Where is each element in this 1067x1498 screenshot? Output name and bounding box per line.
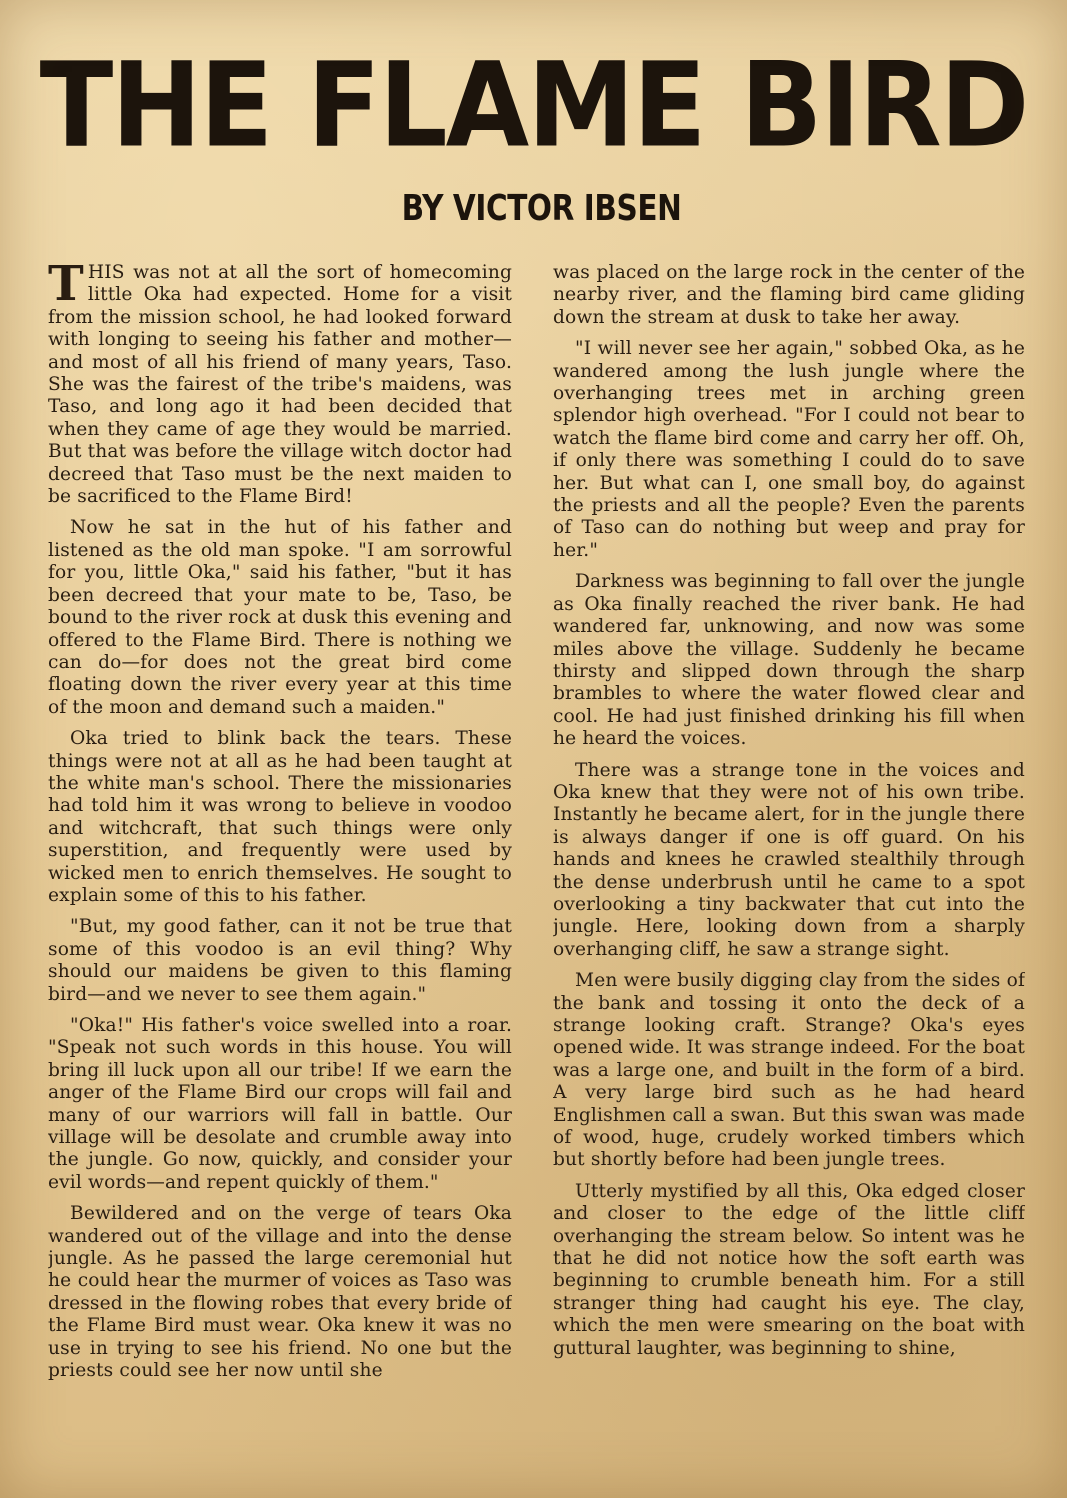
paragraph: Darkness was beginning to fall over the jungle as Oka finally reached the river bank. He had wandered far, unknowing, and now was some miles above the village. Suddenly he became thirsty and slipped down through the sharp brambles to where the water flowed clear and cool. He had just finished drinking his fill when he heard the voices. bbox=[553, 571, 1025, 750]
paragraph: "Oka!" His father's voice swelled into a roar. "Speak not such words in this house. You will bring ill luck upon all our tribe! If we earn the anger of the Flame Bird our crops will fail and many of our warriors will fall in battle. Our village will be desolate and crumble away into the jungle. Go now, quickly, and consider your evil words—and repent quickly of them." bbox=[48, 1015, 512, 1193]
paragraph-text: HIS was not at all the sort of homecoming little Oka had expected. Home for a visit from the mission school, he had looked forward with longing to seeing his father and mother—and most of all his friend of many years, Taso. She was the fairest of the tribe's maidens, was Taso, and long ago it had been decided that when they came of age they would be married. But that was before the village witch doctor had decreed that Taso must be the next maiden to be sacrificed to the Flame Bird! bbox=[48, 262, 512, 508]
story-title: THE FLAME BIRD bbox=[39, 38, 1028, 174]
paragraph: Utterly mystified by all this, Oka edged closer and closer to the edge of the little cliff overhanging the stream below. So intent was he that he did not notice how the soft earth was beginning to crumble beneath him. For a still stranger thing had caught his eye. The clay, which the men were smearing on the boat with guttural laughter, was beginning to shine, bbox=[553, 1180, 1025, 1359]
right-column bbox=[553, 262, 1025, 1452]
paragraph bbox=[48, 262, 512, 508]
left-column bbox=[48, 262, 512, 1452]
paragraph: Bewildered and on the verge of tears Oka wandered out of the village and into the dense jungle. As he passed the large ceremonial hut he could hear the murmer of voices as Taso was dressed in the flowing robes that every bride of the Flame Bird must wear. Oka knew it was no use in trying to see his friend. No one but the priests could see her now until she bbox=[48, 1203, 512, 1382]
paragraph: "But, my good father, can it not be true that some of this voodoo is an evil thing? Why should our maidens be given to this flaming bird—and we never to see them again." bbox=[48, 916, 512, 1005]
paragraph: There was a strange tone in the voices and Oka knew that they were not of his own tribe. Instantly he became alert, for in the jungle there is always danger if one is off guard. On his hands and knees he crawled stealthily through the dense underbrush until he came to a spot overlooking a tiny backwater that cut into the jungle. Here, looking down from a sharply overhanging cliff, he saw a strange sight. bbox=[553, 759, 1025, 960]
paragraph: Men were busily digging clay from the sides of the bank and tossing it onto the deck of a strange looking craft. Strange? Oka's eyes opened wide. It was strange indeed. For the boat was a large one, and built in the form of a bird. A very large bird such as he had heard Englishmen call a swan. But this swan was made of wood, huge, crudely worked timbers which but shortly before had been jungle trees. bbox=[553, 970, 1025, 1171]
author-byline: BY VICTOR IBSEN bbox=[401, 188, 682, 229]
paragraph: Now he sat in the hut of his father and listened as the old man spoke. "I am sorrowful for you, little Oka," said his father, "but it has been decreed that your mate to be, Taso, be bound to the river rock at dusk this evening and offered to the Flame Bird. There is nothing we can do—for does not the great bird come floating down the river every year at this time of the moon and demand such a maiden." bbox=[48, 517, 512, 718]
paragraph: Oka tried to blink back the tears. These things were not at all as he had been taught at the white man's school. There the missionaries had told him it was wrong to believe in voodoo and witchcraft, that such things were only superstition, and frequently were used by wicked men to enrich themselves. He sought to explain some of this to his father. bbox=[48, 728, 512, 906]
paragraph: was placed on the large rock in the center of the nearby river, and the flaming bird came gliding down the stream at dusk to take her away. bbox=[553, 262, 1025, 328]
drop-cap: T bbox=[48, 262, 84, 312]
paragraph: "I will never see her again," sobbed Oka, as he wandered among the lush jungle where the overhanging trees met in arching green splendor high overhead. "For I could not bear to watch the flame bird come and carry her off. Oh, if only there was something I could do to save her. But what can I, one small boy, do against the priests and all the people? Even the parents of Taso can do nothing but weep and pray for her." bbox=[553, 338, 1025, 561]
